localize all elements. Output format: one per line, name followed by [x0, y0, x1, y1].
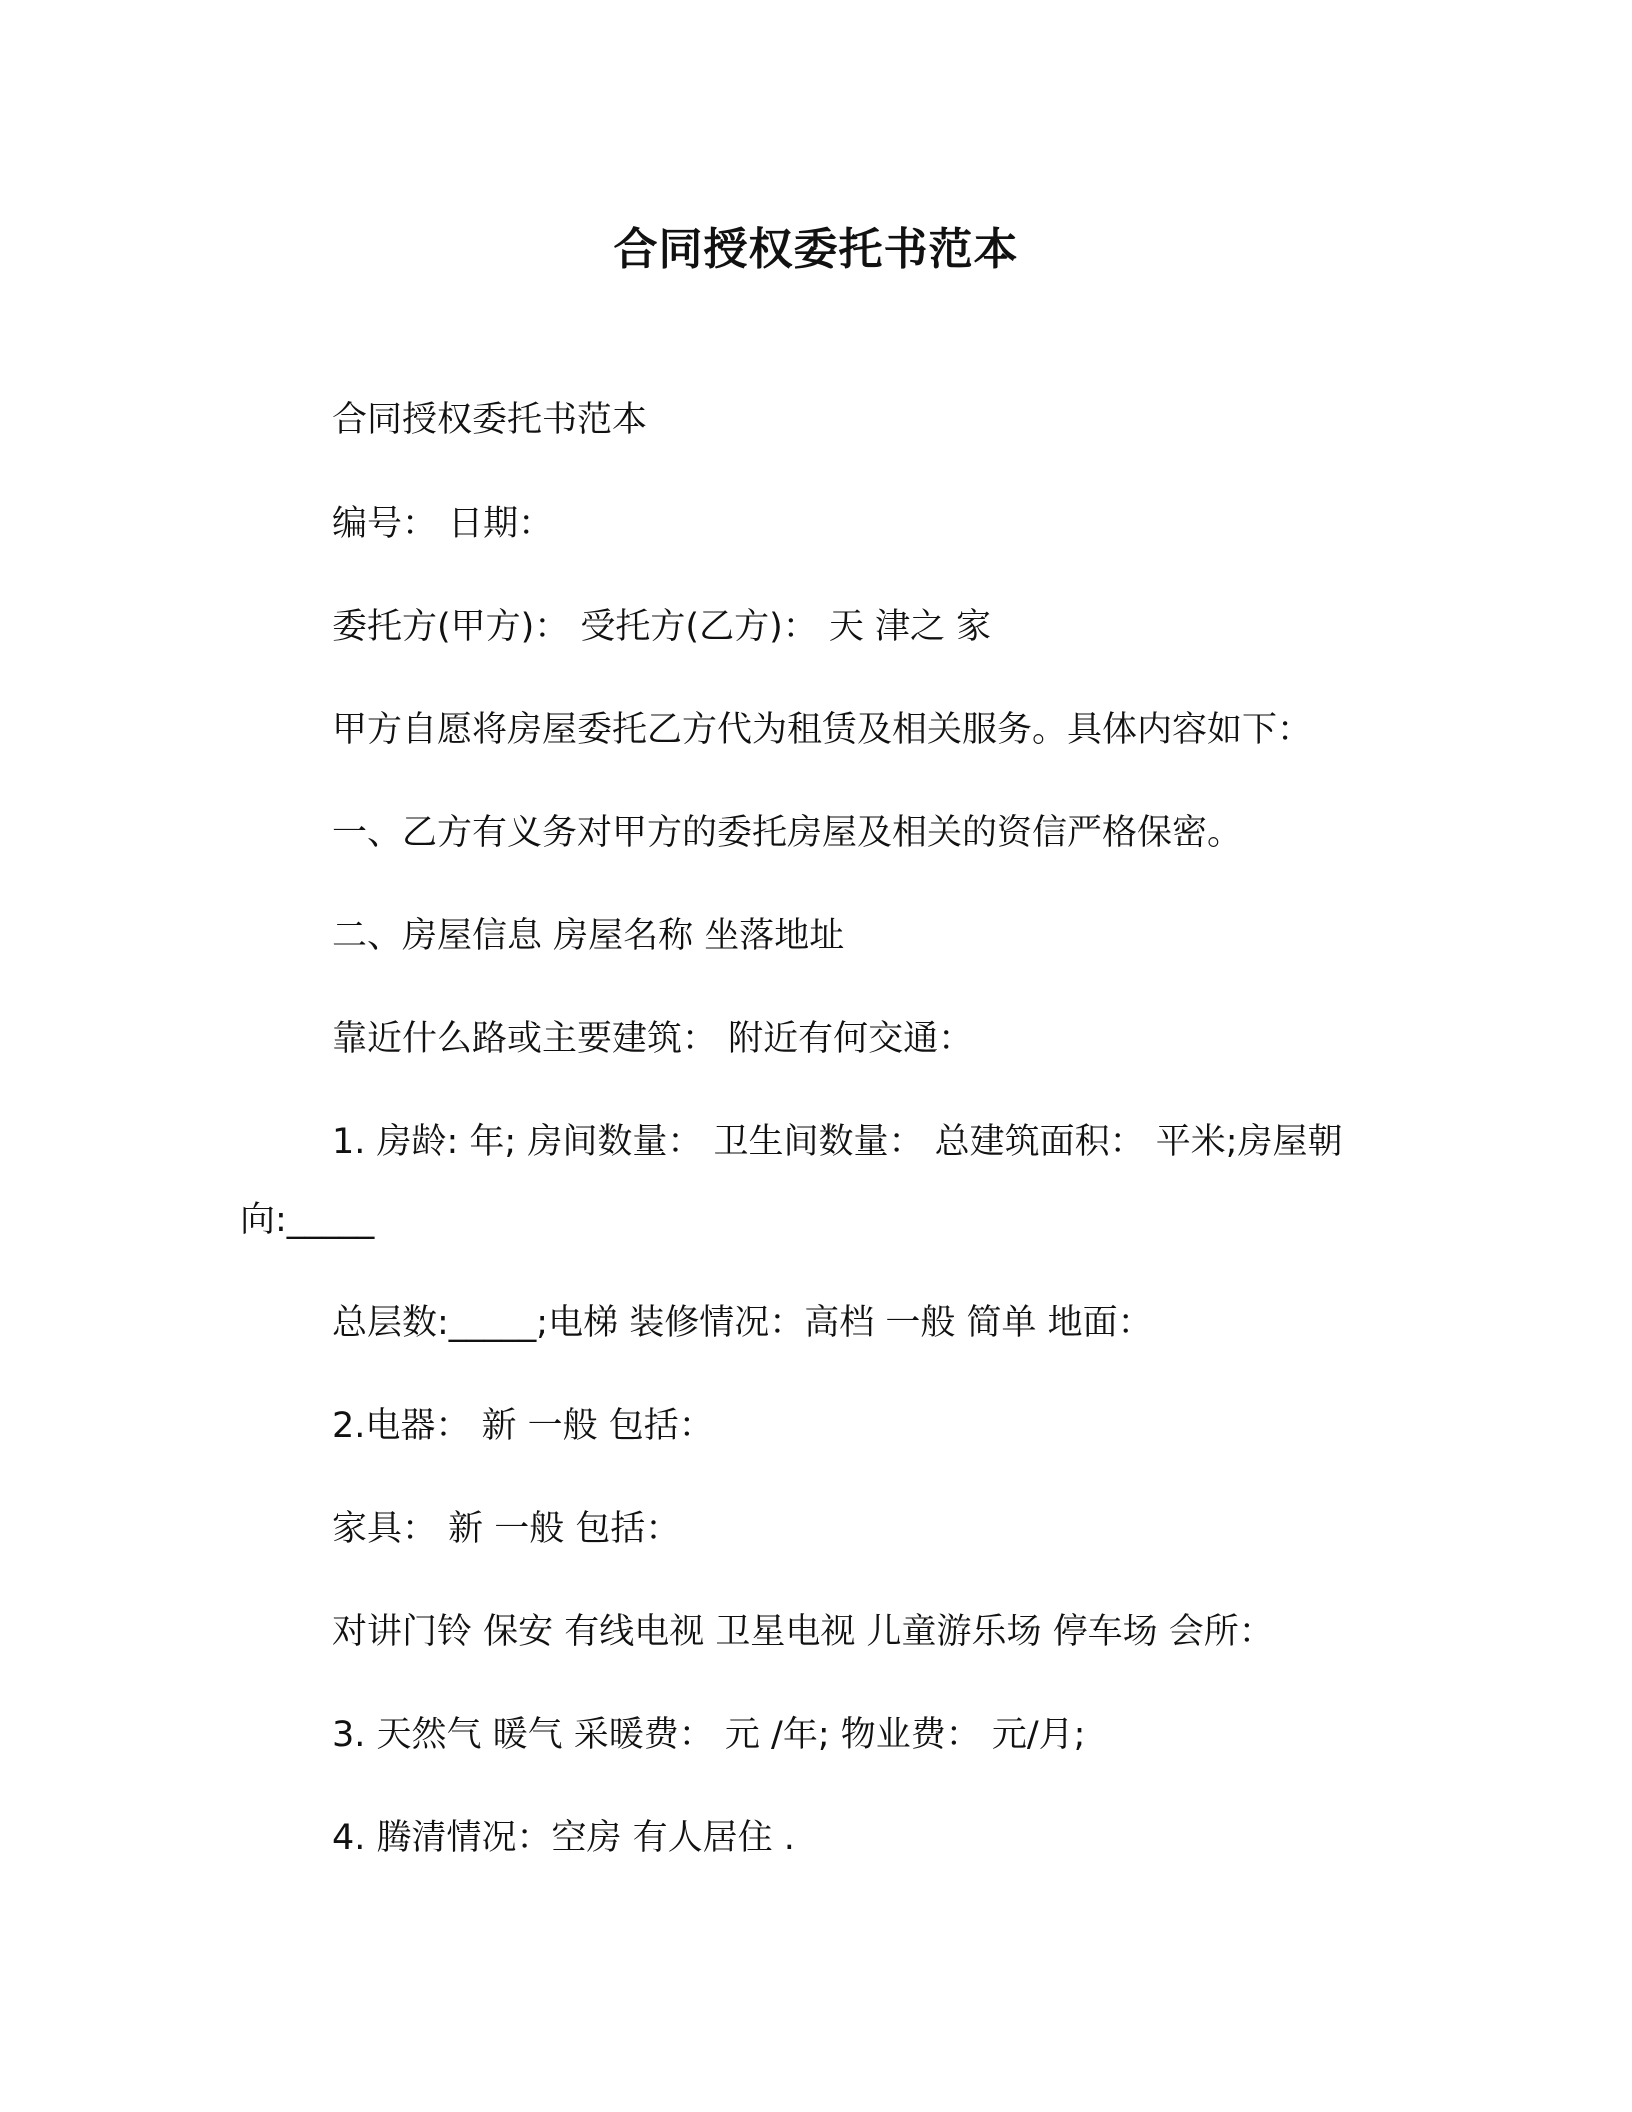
- paragraph-location: 靠近什么路或主要建筑： 附近有何交通：: [332, 1019, 974, 1059]
- paragraph-floors: 总层数:_____;电梯 装修情况：高档 一般 简单 地面：: [332, 1303, 1153, 1343]
- paragraph-furniture: 家具： 新 一般 包括：: [332, 1509, 681, 1549]
- paragraph-parties: 委托方(甲方)： 受托方(乙方)： 天 津之 家: [332, 607, 992, 647]
- paragraph-item-1: 1. 房龄: 年; 房间数量： 卫生间数量： 总建筑面积： 平米;房屋朝: [332, 1122, 1343, 1162]
- paragraph-intro: 甲方自愿将房屋委托乙方代为租赁及相关服务。具体内容如下：: [332, 710, 1313, 750]
- paragraph-number-date: 编号： 日期：: [332, 504, 554, 544]
- paragraph-clause-1: 一、乙方有义务对甲方的委托房屋及相关的资信严格保密。: [332, 813, 1243, 853]
- paragraph-item-2: 2.电器： 新 一般 包括：: [332, 1406, 714, 1446]
- paragraph-item-4: 4. 腾清情况：空房 有人居住 .: [332, 1818, 795, 1858]
- paragraph-subtitle: 合同授权委托书范本: [332, 400, 648, 440]
- paragraph-item-3: 3. 天然气 暖气 采暖费： 元 /年; 物业费： 元/月;: [332, 1715, 1086, 1755]
- paragraph-item-1-continued: 向:_____: [240, 1200, 375, 1240]
- paragraph-clause-2: 二、房屋信息 房屋名称 坐落地址: [332, 916, 845, 956]
- paragraph-facilities: 对讲门铃 保安 有线电视 卫星电视 儿童游乐场 停车场 会所：: [332, 1612, 1274, 1652]
- document-title: 合同授权委托书范本: [613, 224, 1019, 275]
